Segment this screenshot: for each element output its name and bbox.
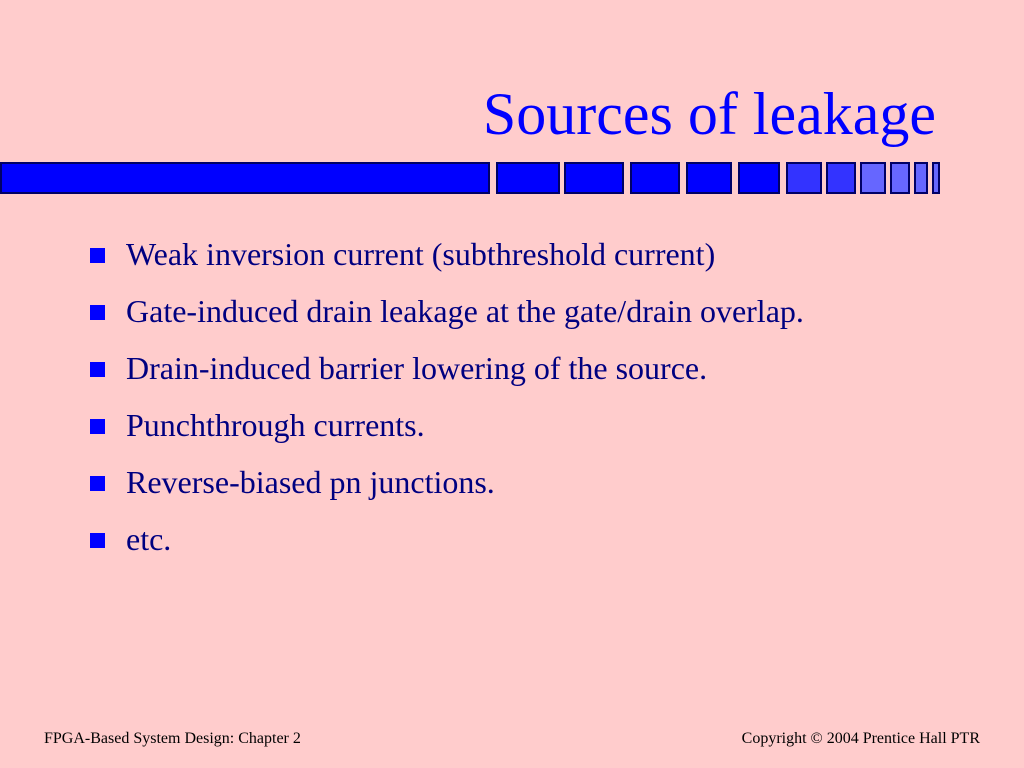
bullet-item <box>88 287 888 336</box>
bullet-text: Reverse-biased pn junctions. <box>126 464 495 500</box>
bar-segment-10-fill <box>916 164 926 192</box>
square-bullet-icon <box>90 476 105 491</box>
bullet-item <box>88 344 888 393</box>
bullet-list <box>88 230 888 572</box>
bullet-item <box>88 458 888 507</box>
decorative-title-bar <box>0 160 1024 196</box>
footer-chapter: FPGA-Based System Design: Chapter 2 <box>44 730 301 747</box>
bullet-text: Punchthrough currents. <box>126 407 425 443</box>
bar-segment-4-fill <box>688 164 730 192</box>
footer-copyright: Copyright © 2004 Prentice Hall PTR <box>741 730 980 747</box>
bar-segment-9-fill <box>892 164 908 192</box>
square-bullet-icon <box>90 533 105 548</box>
bar-segment-8-fill <box>862 164 884 192</box>
square-bullet-icon <box>90 305 105 320</box>
bar-segment-11-fill <box>934 164 938 192</box>
bullet-item <box>88 401 888 450</box>
bar-segment-3-fill <box>632 164 678 192</box>
bullet-text: Weak inversion current (subthreshold current) <box>126 236 716 272</box>
title-bar-graphic <box>0 160 1024 196</box>
bar-segment-6-fill <box>788 164 820 192</box>
bar-segment-1-fill <box>498 164 558 192</box>
bar-segment-2-fill <box>566 164 622 192</box>
bullet-text: Gate-induced drain leakage at the gate/drain overlap. <box>126 293 804 329</box>
slide-title: Sources of leakage <box>482 81 936 147</box>
bar-segment-long-fill <box>2 164 488 192</box>
square-bullet-icon <box>90 248 105 263</box>
bullet-text: etc. <box>126 521 172 557</box>
bar-segment-7-fill <box>828 164 854 192</box>
bullet-item <box>88 230 888 279</box>
bullet-item <box>88 515 888 564</box>
bullet-text: Drain-induced barrier lowering of the source. <box>126 350 708 386</box>
square-bullet-icon <box>90 419 105 434</box>
bar-segment-5-fill <box>740 164 778 192</box>
square-bullet-icon <box>90 362 105 377</box>
